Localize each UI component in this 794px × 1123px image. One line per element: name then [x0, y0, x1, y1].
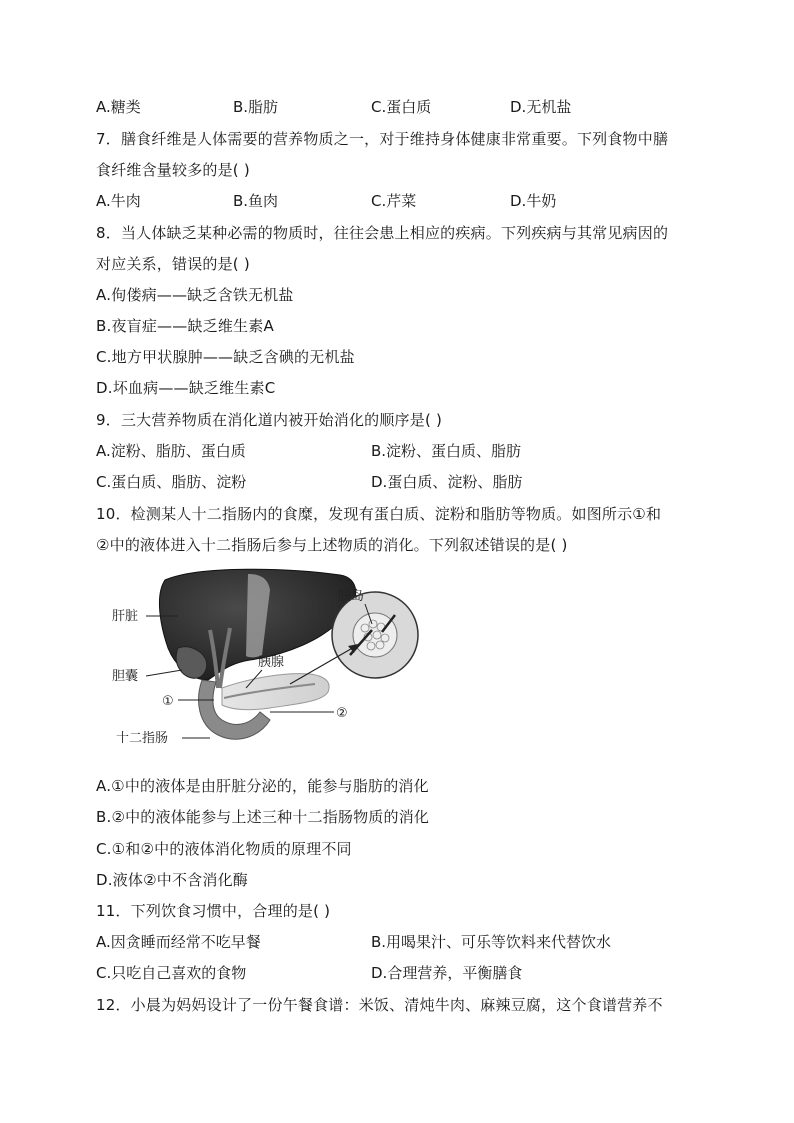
label-mark2: ②	[336, 706, 348, 721]
q9-option-d: D.蛋白质、淀粉、脂肪	[371, 473, 523, 491]
pancreas-shape	[222, 674, 329, 710]
q6-option-a: A.糖类	[96, 98, 141, 116]
q8-stem-line1: 8．当人体缺乏某种必需的物质时，往往会患上相应的疾病。下列疾病与其常见病因的	[96, 224, 669, 242]
q10-stem-line1: 10．检测某人十二指肠内的食糜，发现有蛋白质、淀粉和脂肪等物质。如图所示①和	[96, 505, 662, 523]
q8-stem-line2: 对应关系，错误的是( )	[96, 255, 250, 273]
q12-stem-line1: 12．小晨为妈妈设计了一份午餐食谱：米饭、清炖牛肉、麻辣豆腐，这个食谱营养不	[96, 996, 663, 1014]
label-mark1: ①	[162, 694, 174, 709]
label-pancreas: 胰腺	[258, 655, 285, 670]
label-islet: 胰岛	[338, 589, 365, 604]
q6-option-d: D.无机盐	[510, 98, 572, 116]
q8-option-d: D.坏血病——缺乏维生素C	[96, 379, 276, 397]
q8-option-c: C.地方甲状腺肿——缺乏含碘的无机盐	[96, 348, 355, 366]
q11-stem: 11．下列饮食习惯中，合理的是( )	[96, 902, 331, 920]
q7-option-b: B.鱼肉	[233, 192, 279, 210]
q11-option-d: D.合理营养，平衡膳食	[371, 964, 523, 982]
q6-option-b: B.脂肪	[233, 98, 279, 116]
q11-option-a: A.因贪睡而经常不吃早餐	[96, 933, 261, 951]
q10-stem-line2: ②中的液体进入十二指肠后参与上述物质的消化。下列叙述错误的是( )	[96, 536, 568, 554]
label-duodenum: 十二指肠	[116, 731, 169, 746]
q11-option-c: C.只吃自己喜欢的食物	[96, 964, 247, 982]
q8-option-b: B.夜盲症——缺乏维生素A	[96, 317, 274, 335]
q10-option-b: B.②中的液体能参与上述三种十二指肠物质的消化	[96, 808, 430, 826]
q7-option-d: D.牛奶	[510, 192, 557, 210]
q7-stem-line1: 7．膳食纤维是人体需要的营养物质之一，对于维持身体健康非常重要。下列食物中膳	[96, 130, 669, 148]
q7-option-c: C.芹菜	[371, 192, 417, 210]
q9-option-a: A.淀粉、脂肪、蛋白质	[96, 442, 246, 460]
q6-option-c: C.蛋白质	[371, 98, 432, 116]
q8-option-a: A.佝偻病——缺乏含铁无机盐	[96, 286, 294, 304]
q7-option-a: A.牛肉	[96, 192, 141, 210]
label-gallbladder: 胆囊	[112, 669, 139, 684]
q7-stem-line2: 食纤维含量较多的是( )	[96, 161, 250, 179]
q9-stem: 9．三大营养物质在消化道内被开始消化的顺序是( )	[96, 411, 443, 429]
gallbladder-leader-line	[146, 670, 182, 676]
q9-option-b: B.淀粉、蛋白质、脂肪	[371, 442, 522, 460]
q10-option-d: D.液体②中不含消化酶	[96, 871, 248, 889]
q9-option-c: C.蛋白质、脂肪、淀粉	[96, 473, 247, 491]
q10-option-a: A.①中的液体是由肝脏分泌的，能参与脂肪的消化	[96, 777, 429, 795]
label-liver: 肝脏	[112, 609, 139, 624]
q11-option-b: B.用喝果汁、可乐等饮料来代替饮水	[371, 933, 612, 951]
digestive-organs-figure	[110, 560, 460, 760]
q10-option-c: C.①和②中的液体消化物质的原理不同	[96, 840, 352, 858]
